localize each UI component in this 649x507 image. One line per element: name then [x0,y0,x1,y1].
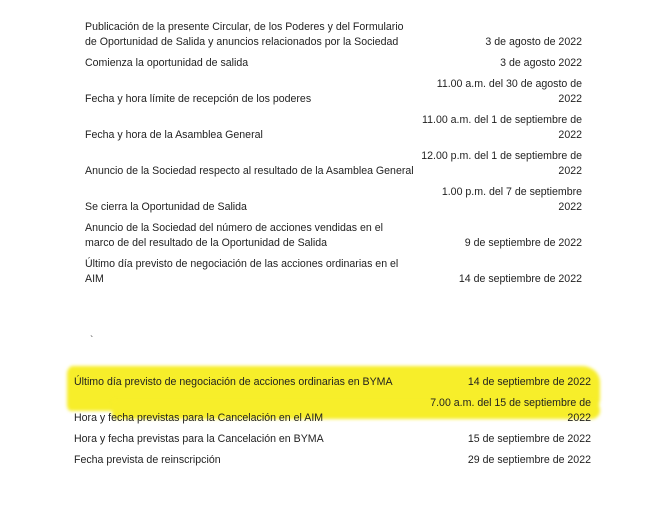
schedule-table-top [85,20,582,293]
event-label: Fecha y hora de la Asamblea General [85,129,263,141]
table-row [85,20,582,50]
stray-mark: ` [90,335,94,346]
event-date: 1.00 p.m. del 7 de septiembre 2022 [441,186,582,213]
event-date: 7.00 a.m. del 15 de septiembre de 2022 [430,397,591,424]
table-row [74,396,591,426]
event-date: 15 de septiembre de 2022 [467,433,591,445]
event-label: Último día previsto de negociación de las acciones ordinarias en el AIM [85,258,399,285]
event-date: 29 de septiembre de 2022 [467,454,591,466]
event-label: Publicación de la presente Circular, de los Poderes y del Formulario de Oportunidad de Salida y anuncios relacionados por la Sociedad [85,21,404,48]
table-row [85,113,582,143]
event-label: Comienza la oportunidad de salida [85,57,249,69]
table-row [85,56,582,71]
event-date: 11.00 a.m. del 30 de agosto de 2022 [436,78,582,105]
event-date: 14 de septiembre de 2022 [458,273,582,285]
event-date: 3 de agosto 2022 [500,57,582,69]
table-row [85,257,582,287]
event-label: Último día previsto de negociación de acciones ordinarias en BYMA [74,376,393,388]
event-label: Hora y fecha previstas para la Cancelación en BYMA [74,433,324,445]
table-row [74,453,591,468]
event-date: 12.00 p.m. del 1 de septiembre de 2022 [421,150,582,177]
event-label: Fecha prevista de reinscripción [74,454,221,466]
event-date: 9 de septiembre de 2022 [464,237,582,249]
event-label: Se cierra la Oportunidad de Salida [85,201,247,213]
schedule-table-bottom [74,375,591,474]
event-label: Anuncio de la Sociedad del número de acciones vendidas en el marco de del resultado de la Oportunidad de Salida [85,222,384,249]
table-row [85,149,582,179]
event-label: Hora y fecha previstas para la Cancelación en el AIM [74,412,324,424]
event-label: Fecha y hora límite de recepción de los poderes [85,93,312,105]
table-row [85,77,582,107]
event-label: Anuncio de la Sociedad respecto al resultado de la Asamblea General [85,165,414,177]
table-row [74,432,591,447]
table-row [85,185,582,215]
event-date: 14 de septiembre de 2022 [467,376,591,388]
table-row-highlighted [74,375,591,390]
event-date: 3 de agosto de 2022 [485,36,582,48]
event-date: 11.00 a.m. del 1 de septiembre de 2022 [422,114,582,141]
table-row [85,221,582,251]
